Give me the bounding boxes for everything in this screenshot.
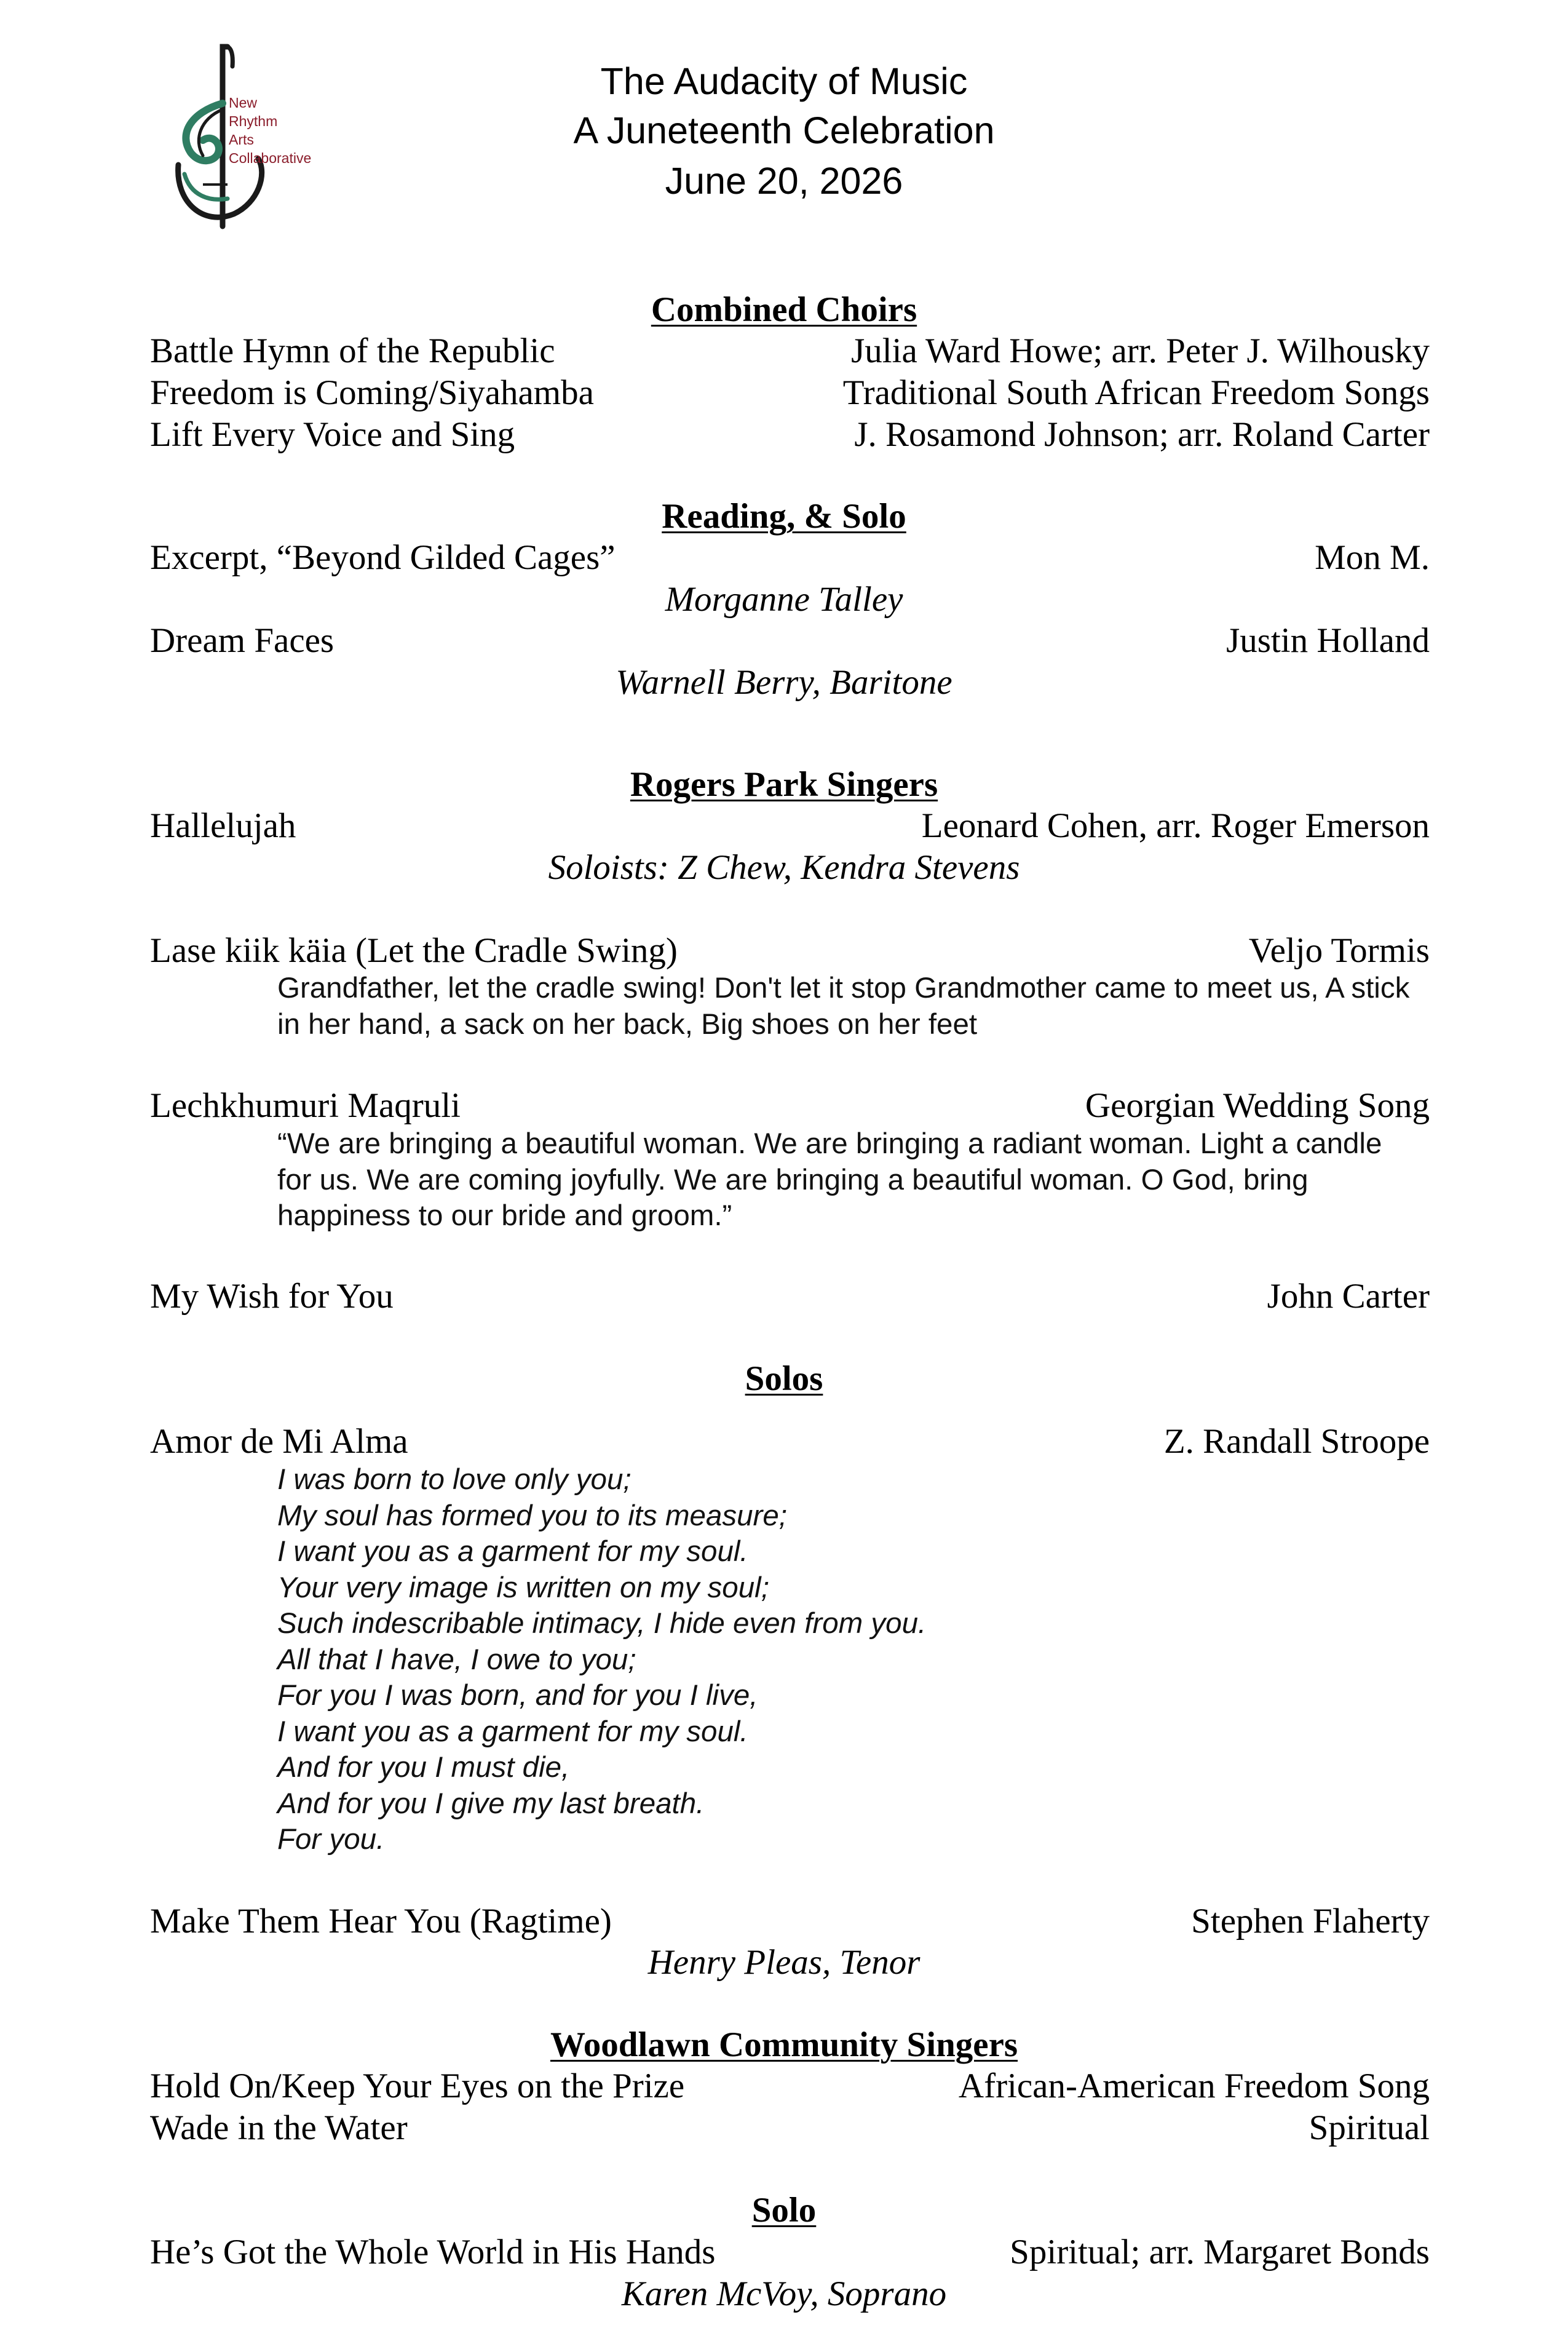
translation-line: happiness to our bride and groom.”: [277, 1199, 732, 1232]
piece-title: My Wish for You: [150, 1277, 394, 1316]
piece-composer: Leonard Cohen, arr. Roger Emerson: [921, 806, 1430, 845]
piece-title: Freedom is Coming/Siyahamba: [150, 373, 594, 412]
logo-word: Collaborative: [229, 150, 312, 166]
piece-composer: Stephen Flaherty: [1191, 1902, 1430, 1941]
piece-title: Amor de Mi Alma: [150, 1422, 408, 1461]
program-title: The Audacity of Music: [600, 60, 968, 102]
lyric-line: Your very image is written on my soul;: [277, 1571, 769, 1604]
piece-composer: Mon M.: [1315, 538, 1430, 577]
piece-title: Dream Faces: [150, 621, 335, 660]
section-heading-reading-solo: Reading, & Solo: [662, 497, 906, 536]
piece-composer: J. Rosamond Johnson; arr. Roland Carter: [854, 415, 1430, 454]
lyric-line: I was born to love only you;: [277, 1463, 632, 1496]
section-heading-solo: Solo: [751, 2191, 817, 2230]
piece-composer: Z. Randall Stroope: [1163, 1422, 1430, 1461]
lyric-line: For you I was born, and for you I live,: [277, 1679, 758, 1712]
piece-composer: African-American Freedom Song: [958, 2067, 1430, 2105]
piece-composer: Spiritual; arr. Margaret Bonds: [1010, 2233, 1430, 2271]
lyric-line: For you.: [277, 1823, 385, 1856]
event-date: June 20, 2026: [665, 160, 903, 202]
event-subtitle: A Juneteenth Celebration: [573, 109, 995, 151]
piece-composer: Julia Ward Howe; arr. Peter J. Wilhousky: [851, 332, 1430, 370]
piece-title: Hallelujah: [150, 806, 296, 845]
lyric-line: And for you I must die,: [277, 1751, 570, 1784]
section-heading-combined-choirs: Combined Choirs: [651, 290, 917, 329]
piece-title: Hold On/Keep Your Eyes on the Prize: [150, 2067, 685, 2105]
section-heading-woodlawn-community-singers: Woodlawn Community Singers: [550, 2025, 1018, 2064]
piece-title: Battle Hymn of the Republic: [150, 332, 555, 370]
translation-line: “We are bringing a beautiful woman. We are bringing a radiant woman. Light a candle: [277, 1127, 1382, 1160]
piece-title: He’s Got the Whole World in His Hands: [150, 2233, 716, 2271]
logo-word: Rhythm: [229, 113, 278, 129]
logo-word: New: [229, 95, 258, 111]
performer: Karen McVoy, Soprano: [621, 2274, 947, 2313]
section-heading-rogers-park-singers: Rogers Park Singers: [630, 765, 938, 804]
piece-translation: [277, 971, 1409, 1043]
performer: Soloists: Z Chew, Kendra Stevens: [548, 848, 1020, 887]
piece-title: Make Them Hear You (Ragtime): [150, 1902, 612, 1941]
piece-composer: John Carter: [1267, 1277, 1430, 1316]
performer: Warnell Berry, Baritone: [616, 663, 952, 702]
piece-lyrics: [277, 1462, 926, 1858]
piece-composer: Traditional South African Freedom Songs: [842, 373, 1430, 412]
translation-line: in her hand, a sack on her back, Big shoes on her feet: [277, 1007, 978, 1041]
lyric-line: All that I have, I owe to you;: [277, 1643, 636, 1676]
translation-line: for us. We are coming joyfully. We are bringing a beautiful woman. O God, bring: [277, 1163, 1309, 1196]
piece-title: Excerpt, “Beyond Gilded Cages”: [150, 538, 616, 577]
lyric-line: Such indescribable intimacy, I hide even from you.: [277, 1607, 927, 1640]
lyric-line: And for you I give my last breath.: [277, 1787, 705, 1820]
piece-title: Lift Every Voice and Sing: [150, 415, 515, 454]
section-heading-solos: Solos: [745, 1359, 823, 1398]
piece-composer: Georgian Wedding Song: [1085, 1086, 1430, 1125]
logo-word: Arts: [229, 132, 254, 148]
lyric-line: My soul has formed you to its measure;: [277, 1499, 787, 1532]
translation-line: Grandfather, let the cradle swing! Don't let it stop Grandmother came to meet us, A stick: [277, 972, 1410, 1004]
piece-title: Lase kiik käia (Let the Cradle Swing): [150, 931, 678, 970]
piece-composer: Spiritual: [1309, 2108, 1430, 2147]
performer: Henry Pleas, Tenor: [647, 1943, 921, 1982]
lyric-line: I want you as a garment for my soul.: [277, 1715, 748, 1748]
piece-title: Wade in the Water: [150, 2108, 408, 2147]
lyric-line: I want you as a garment for my soul.: [277, 1535, 748, 1568]
piece-composer: Veljo Tormis: [1248, 931, 1430, 970]
piece-translation: [277, 1126, 1382, 1234]
piece-title: Lechkhumuri Maqruli: [150, 1086, 461, 1125]
performer: Morganne Talley: [665, 580, 903, 619]
piece-composer: Justin Holland: [1226, 621, 1430, 660]
